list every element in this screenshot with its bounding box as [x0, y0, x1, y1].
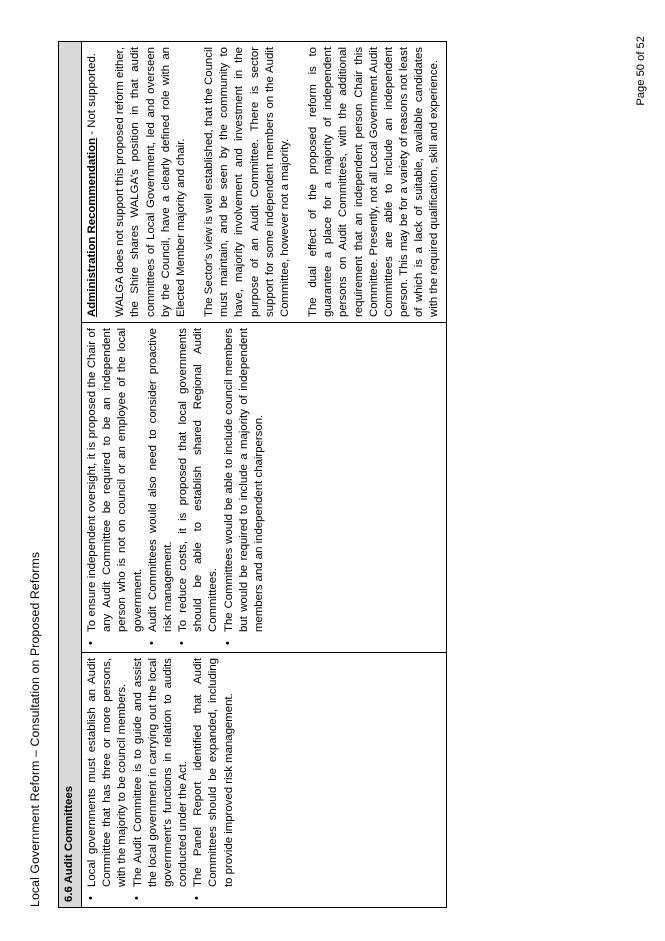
page-footer: Page 50 of 52 — [635, 36, 647, 106]
recommendation-value: Not supported. — [86, 53, 99, 128]
reform-consultation-table — [58, 41, 447, 908]
recommendation-separator: - — [86, 127, 99, 138]
recommendation-label: Administration Recommendation — [86, 137, 99, 317]
column-a-bullet-list — [85, 658, 237, 902]
current-provisions-cell — [82, 653, 447, 908]
list-item: • The Committees would be able to include council members but would be required to include a majority of independent members and an independent chairperson. — [222, 328, 267, 647]
list-item: • The Audit Committee is to guide and assist the local government in carrying out the local government's functions in relation to audits conducted under the Act. — [131, 658, 192, 902]
table-row — [82, 41, 447, 907]
paragraph-spacer — [100, 47, 113, 317]
recommendation-paragraph: The Sector's view is well established, that the Council must maintain, and be seen by the community to have, majority involvement and investment in the purpose of an Audit Committee. There is sector support for some independent members on the Audit Committee, however not a majority. — [203, 46, 291, 317]
recommendation-paragraph: WALGA does not support this proposed reform either, the Shire shares WALGA's position in that audit committees of Local Government, led and overseen by the Council, have a clearly defined role with an Elected Member majority and chair. — [114, 46, 187, 317]
recommendation-heading-line — [85, 47, 100, 317]
section-heading-cell: 6.6 Audit Committees — [59, 41, 82, 907]
section-heading-row — [59, 41, 82, 907]
list-item: • To ensure independent oversight, it is proposed the Chair of any Audit Committee be required to be an independent person who is not on council or an employee of the local government. — [85, 328, 146, 647]
list-item: • Local governments must establish an Audit Committee that has three or more persons, with the majority to be council members. — [85, 658, 130, 902]
recommendation-paragraph: The dual effect of the proposed reform is to guarantee a place for a majority of independent persons on Audit Committees, with the additional requirement that an independent person Chair this Committee. Presently, not all Local Government Audit Committees are able to include an independent person. This may be for a variety of reasons not least of which is a lack of suitable, available candidates with the required qualification, skill and experience. — [307, 46, 441, 317]
list-item: • Audit Committees would also need to consider proactive risk management. — [146, 328, 176, 647]
proposed-reform-cell — [82, 323, 447, 653]
column-b-bullet-list — [85, 328, 267, 647]
paragraph-spacer — [189, 47, 202, 317]
document-header: Local Government Reform – Consultation on Proposed Reforms — [28, 551, 42, 907]
paragraph-spacer — [293, 47, 306, 317]
list-item: • To reduce costs, it is proposed that local governments should be able to establish shared Regional Audit Committees. — [176, 328, 221, 647]
administration-recommendation-cell — [82, 41, 447, 322]
list-item: • The Panel Report identified that Audit Committees should be expanded, including to provide improved risk management. — [191, 658, 236, 902]
